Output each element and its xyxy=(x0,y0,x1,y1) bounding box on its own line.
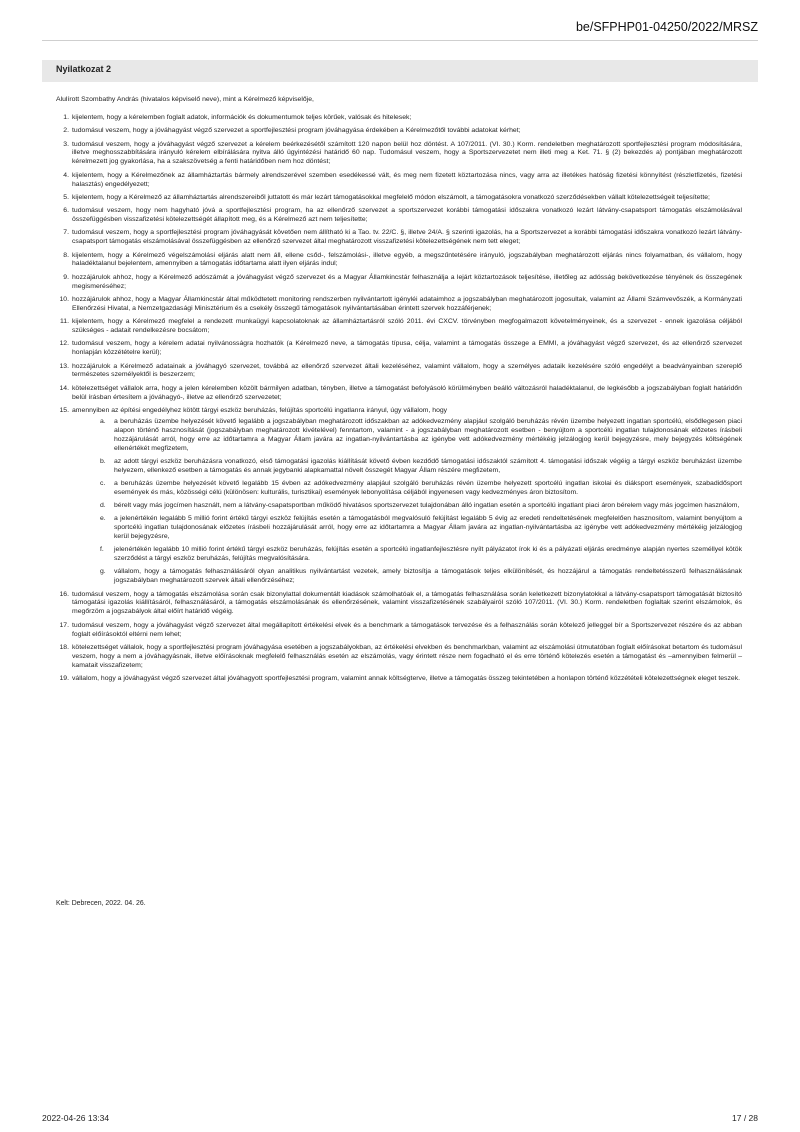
sub-item-letter: g. xyxy=(100,568,106,576)
sub-list-item xyxy=(100,458,742,476)
sub-item-letter: f. xyxy=(100,546,104,554)
item-number: 1. xyxy=(63,113,69,121)
header-divider xyxy=(42,40,758,41)
list-item xyxy=(56,644,742,671)
item-number: 18. xyxy=(59,643,69,651)
item-text: kijelentem, hogy a Kérelmező megfelel a rendezett munkaügyi kapcsolatoknak az államháztartásról szóló 2011. évi CXCV. törvényben megfogalmazott követelményeinek, és a szervezet - ennek igazolása céljából szükséges - adatait rendelkezésre bocsátom; xyxy=(72,318,742,335)
item-text: kötelezettséget vállalok, hogy a sportfejlesztési program jóváhagyása esetében a jogszabályokban, az értékelési elvekben és benchmarkban, valamint az elszámolási útmutatóban foglalt előírásokat betartom és tudomásul veszem, hogy a nem a jóváhagyásnak, illetve előírásoknak megfelelő felhasználás esetén az elszámolás, vagy érintett része nem fogadható el és erre történő kötelezés esetén a támogatást és –amennyiben felmerül – kamatait visszafizetem; xyxy=(72,643,742,669)
item-text: hozzájárulok ahhoz, hogy a Kérelmező adószámát a jóváhagyást végző szervezet és a Magyar Államkincstár felhasználja a lejárt köztartozások teljesítése, illetőleg az adósság bekövetkezése tényének és összegének megismeréséhez; xyxy=(72,273,742,290)
sub-item-letter: c. xyxy=(100,479,106,487)
sub-item-text: bérelt vagy más jogcímen használt, nem a látvány-csapatsportban működő hivatásos sportszervezet tulajdonában álló ingatlan esetén a sportcélú ingatlant piaci áron bérelem vagy más jogcímen használom, xyxy=(114,501,740,509)
item-text: tudomásul veszem, hogy a jóváhagyást végző szervezet által megállapított értékelési elvek és a benchmark a támogatások tervezése és a felhasználás során kötelező jelleggel bír a Sportszervezet részére és az abban foglalt előírásoktól eltérni nem lehet; xyxy=(72,621,742,638)
item-text: tudomásul veszem, hogy a sportfejlesztési program jóváhagyását követően nem állítható ki a Tao. tv. 22/C. §, illetve 24/A. § szerinti igazolás, ha a Sportszervezet a korábbi támogatási időszakra vonatkozó lezárt látvány-csapatsport támogatás elszámolásával összefüggésben az ellenőrző szervezet által meghatározott visszafizetési kötelezettségének nem tett eleget; xyxy=(72,229,742,246)
list-item xyxy=(56,207,742,225)
intro-text: Alulírott Szombathy András (hivatalos képviselő neve), mint a Kérelmező képviselője, xyxy=(56,96,314,103)
sub-item-text: a beruházás üzembe helyezését követő legalább 15 évben az adókedvezmény alapjául szolgáló beruházás révén üzembe helyezett sportcélú ingatlan iskolai és diáksport események, szabadidősport események és más, közösségi célú (különösen: kulturális, turisztikai) események lebonyolítása céljából ingyenesen vagy kedvezményes áron biztosítom. xyxy=(114,479,742,496)
item-text: amennyiben az építési engedélyhez kötött tárgyi eszköz beruházás, felújítás sportcélú ingatlanra irányul, úgy vállalom, hogy xyxy=(72,406,448,414)
item-number: 4. xyxy=(63,171,69,179)
sub-item-text: a jelenértékén legalább 5 millió forint értékű tárgyi eszköz felújítás esetén a támogatásból megvalósuló felújítást legalább 5 évig az eredeti rendeltetésének megfelelően hasznosítom, valamint benyújtom a sportcélú ingatlan tulajdonosának előzetes írásbeli hozzájárulását arról, hogy erre az időtartamra a Magyar Állam javára az ingatlan-nyilvántartásba az igénybe vett adókedvezmény mértékéig jelzálogjog kerül bejegyzésre, xyxy=(114,515,742,540)
item-number: 13. xyxy=(59,362,69,370)
item-text: tudomásul veszem, hogy a kérelem adatai nyilvánosságra hozhatók (a Kérelmező neve, a támogatás típusa, célja, valamint a támogatás összege a EMMI, a jóváhagyást végző szervezet, és az ellenőrző szervezet honlapján közzétételre kerül); xyxy=(72,340,742,357)
declaration-list xyxy=(56,114,742,684)
item-number: 16. xyxy=(59,590,69,598)
item-number: 8. xyxy=(63,251,69,259)
document-reference: be/SFPHP01-04250/2022/MRSZ xyxy=(575,20,758,34)
item-number: 17. xyxy=(59,621,69,629)
item-text: tudomásul veszem, hogy a jóváhagyást végző szervezet a sportfejlesztési program jóváhagyása érdekében a Kérelmezőtől további adatokat kérhet; xyxy=(72,127,521,135)
sub-item-letter: e. xyxy=(100,515,106,523)
item-text: tudomásul veszem, hogy a támogatás elszámolása során csak bizonylattal dokumentált kiadások számolhatóak el, a támogatás felhasználása során keletkezett bizonylatokkal a látvány-csapatsport támogatását biztosító támogatási igazolás kiállításáról, felhasználásáról, a támogatás elszámolásának és ellenőrzésének, valamint visszafizetésének szabályairól szóló 107/2011. (VI. 30.) Korm. rendeletben foglaltak szerint elszámolok, és megőrzöm a jogszabályok által előírt határidő végéig. xyxy=(72,590,742,616)
item-text: tudomásul veszem, hogy nem hagyható jóvá a sportfejlesztési program, ha az ellenőrző szervezet a sportszervezet korábbi támogatási időszakra vonatkozó lezárt látvány-csapatsport támogatás elszámolásával összefüggésben visszafizetési kötelezettségét állapított meg, és a Kérelmező azt nem teljesítette; xyxy=(72,207,742,224)
list-item xyxy=(56,675,742,684)
sub-item-letter: b. xyxy=(100,457,106,465)
item-text: hozzájárulok ahhoz, hogy a Magyar Államkincstár által működtetett monitoring rendszerben nyilvántartott igényléi adataimhoz a jogszabályban meghatározott jogosultak, valamint az Állami Számvevőszék, a Kormányzati Ellenőrzési Hivatal, a Nemzetgazdasági Minisztérium és a csekély összegű támogatások nyilvántartásában érintett szervek hozzáférjenek; xyxy=(72,295,742,312)
item-number: 9. xyxy=(63,273,69,281)
item-number: 11. xyxy=(59,318,69,326)
list-item xyxy=(56,622,742,640)
sub-list-item xyxy=(100,502,742,511)
list-item xyxy=(56,172,742,190)
item-text: kötelezettséget vállalok arra, hogy a jelen kérelemben közölt bármilyen adatban, tényben, illetve a támogatást befolyásoló körülményben beálló változásról haladéktalanul, de legkésőbb a jogszabályban foglalt határidőn belül írásban értesítem a jóváhagyó-, illetve az ellenőrző szervezetet; xyxy=(72,384,742,401)
item-text: kijelentem, hogy a Kérelmezőnek az államháztartás bármely alrendszerével szemben esedékessé vált, és meg nem fizetett köztartozása nincs, vagy arra az illetékes hatóság fizetési könnyítést (részletfizetés, fizetési halasztás) engedélyezett; xyxy=(72,171,742,188)
list-item xyxy=(56,114,742,123)
item-number: 2. xyxy=(63,127,69,135)
item-number: 19. xyxy=(59,674,69,682)
list-item xyxy=(56,274,742,292)
item-text: hozzájárulok a Kérelmező adatainak a jóváhagyó szervezet, továbbá az ellenőrző szervezet általi kezeléséhez, valamint vállalom, hogy a személyes adataik kezelésére szóló engedélyt a beadványainban szereplő természetes személyektől is beszerzem; xyxy=(72,362,742,379)
section-title: Nyilatkozat 2 xyxy=(42,60,758,82)
item-number: 10. xyxy=(59,295,69,303)
item-number: 5. xyxy=(63,193,69,201)
sub-item-letter: d. xyxy=(100,501,106,509)
item-text: vállalom, hogy a jóváhagyást végző szervezet által jóváhagyott sportfejlesztési program, valamint annak költségterve, illetve a támogatás összeg tekintetében a honlapon történő közzétételi kötelezettségnek eleget teszek. xyxy=(72,674,741,682)
item-text: kijelentem, hogy a Kérelmező végelszámolási eljárás alatt nem áll, ellene csőd-, felszámolási-, illetve egyéb, a megszűntetésére irányuló, jogszabályban meghatározott eljárás nincs folyamatban, és vállalom, hogy haladéktalanul bejelentem, amennyiben a támogatás időtartama alatt ilyen eljárás indul; xyxy=(72,251,742,268)
list-item xyxy=(56,252,742,270)
date-line: Kelt: Debrecen, 2022. 04. 26. xyxy=(56,900,146,907)
item-text: kijelentem, hogy a Kérelmező az államháztartás alrendszereiből juttatott és már lezárt támogatásokkal megfelelő módon elszámolt, a támogatásokra vonatkozó szerződésekben vállalt kötelezettségeit teljesítette; xyxy=(72,193,710,201)
list-item xyxy=(56,318,742,336)
list-item xyxy=(56,591,742,618)
list-item xyxy=(56,363,742,381)
list-item xyxy=(56,407,742,586)
list-item xyxy=(56,340,742,358)
list-item xyxy=(56,385,742,403)
sub-item-text: a beruházás üzembe helyezését követő legalább a jogszabályban meghatározott időszakban az adókedvezmény alapjául szolgáló beruházás révén üzembe helyezett ingatlan sportcélú, elsődlegesen piaci alapon történő hasznosítását (jogszabályban meghatározott kivételével) fenntartom, valamint - a jogszabályban meghatározott esetben - benyújtom a sportcélú ingatlan tulajdonosának előzetes írásbeli hozzájárulását arról, hogy erre az időtartamra a Magyar Állam javára az ingatlan-nyilvántartásba az igénybe vett adókedvezmény mértékéig jelzálogjog kerül bejegyzésre, mely bejegyzés költségének ellenértékét megfizetem, xyxy=(114,417,742,452)
item-number: 14. xyxy=(59,384,69,392)
item-number: 7. xyxy=(63,229,69,237)
list-item xyxy=(56,229,742,247)
sub-list-item xyxy=(100,546,742,564)
sub-list-item xyxy=(100,418,742,454)
page-number: 17 / 28 xyxy=(732,1113,758,1123)
item-number: 6. xyxy=(63,207,69,215)
declaration-body xyxy=(56,96,742,688)
list-item xyxy=(56,296,742,314)
sub-list-item xyxy=(100,515,742,542)
sub-item-text: jelenértékén legalább 10 millió forint értékű tárgyi eszköz beruházás, felújítás esetén a sportcélú ingatlanfejlesztésre nyílt pályázatot írok ki és a pályázati eljárás eredménye alapján nyertes személlyel kötök szerződést a tárgyi eszköz beruházás, felújítás megvalósítására. xyxy=(114,546,742,563)
sub-list-item xyxy=(100,568,742,586)
sub-list-item xyxy=(100,480,742,498)
sub-item-text: vállalom, hogy a támogatás felhasználásáról olyan analitikus nyilvántartást vezetek, amely biztosítja a támogatások teljes elkülönítését, és hozzájárul a támogatás rendeltetésszerű felhasználásának jogszabályban meghatározott szervek általi ellenőrzéséhez; xyxy=(114,568,742,585)
item-text: kijelentem, hogy a kérelemben foglalt adatok, információk és dokumentumok teljes körűek, valósak és hitelesek; xyxy=(72,113,412,121)
list-item xyxy=(56,141,742,168)
footer-timestamp: 2022-04-26 13:34 xyxy=(42,1113,110,1123)
sub-list xyxy=(72,418,742,586)
item-number: 15. xyxy=(59,406,69,414)
list-item xyxy=(56,194,742,203)
item-text: tudomásul veszem, hogy a jóváhagyást végző szervezet a kérelem beérkezésétől számított 120 napon belül hoz döntést. A 107/2011. (VI. 30.) Korm. rendeletben meghatározott sportfejlesztési program módosítására, illetve meghosszabbítására irányuló kérelem elbírálására nyitva álló ügyintézési határidő 60 nap. Tudomásul veszem, hogy a Sportszervezetet nem illeti meg a Ket. 71. § (2) bekezdés a) pontjában meghatározott kérelmezett jog gyakorlása, ha a szakszövetség a fenti határidőben nem hoz döntést; xyxy=(72,140,742,166)
item-number: 3. xyxy=(63,140,69,148)
list-item xyxy=(56,127,742,136)
sub-item-letter: a. xyxy=(100,417,106,425)
item-number: 12. xyxy=(59,340,69,348)
sub-item-text: az adott tárgyi eszköz beruházásra vonatkozó, első támogatási igazolás kiállítását követő évben kezdődő támogatási időszaktól számított 4. támogatási időszak végéig a tárgyi eszköz beruházást üzembe helyezem, ellenkező esetben a támogatás és annak jegybanki alapkamattal növelt összegét Magyar Állam részére megfizetem, xyxy=(114,457,742,474)
